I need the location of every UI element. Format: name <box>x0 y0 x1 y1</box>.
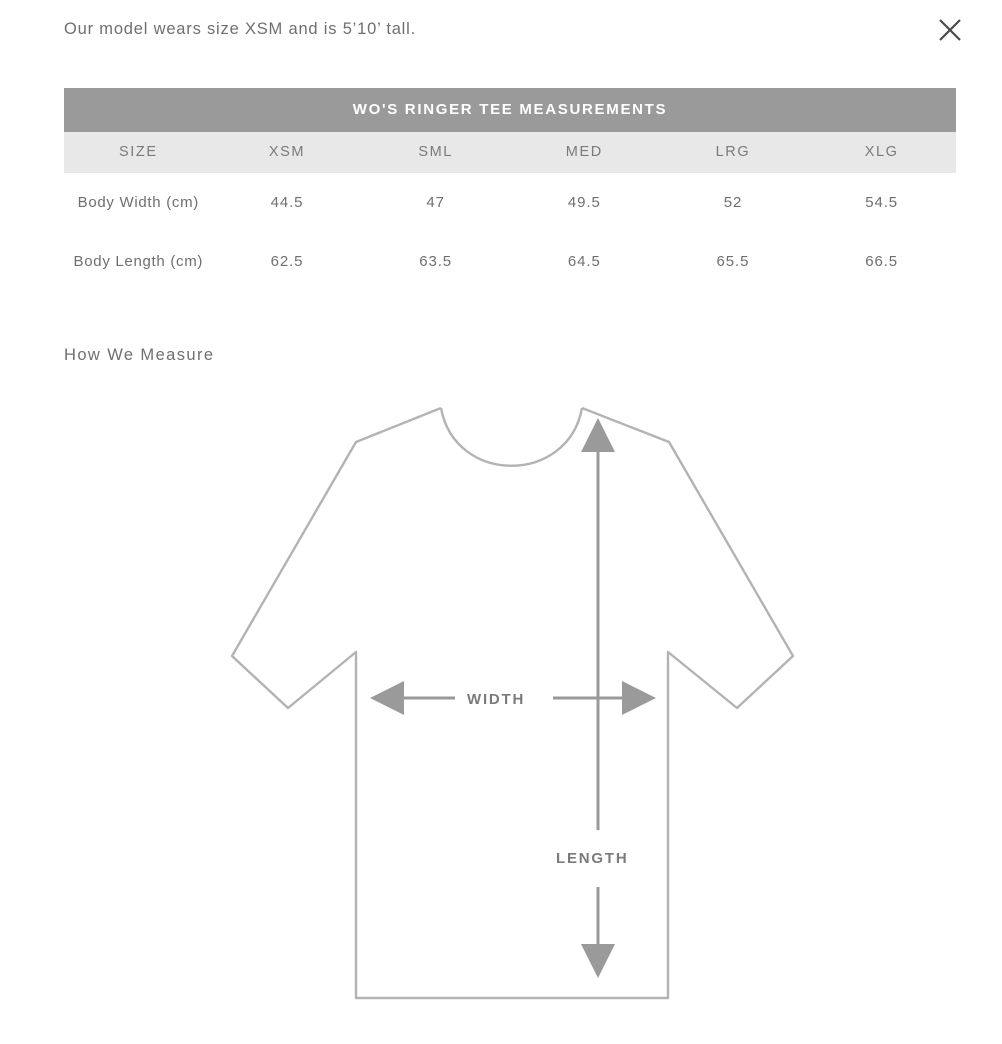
column-header-size: SIZE <box>64 132 213 173</box>
cell-body-length-sml: 63.5 <box>361 232 510 291</box>
column-header-sml: SML <box>361 132 510 173</box>
cell-body-length-lrg: 65.5 <box>659 232 808 291</box>
size-chart-table <box>64 88 956 291</box>
how-we-measure-heading: How We Measure <box>64 346 215 364</box>
cell-body-length-xlg: 66.5 <box>807 232 956 291</box>
cell-body-width-lrg: 52 <box>659 173 808 232</box>
length-label: LENGTH <box>556 850 629 867</box>
cell-body-length-xsm: 62.5 <box>213 232 362 291</box>
cell-body-width-xlg: 54.5 <box>807 173 956 232</box>
model-note: Our model wears size XSM and is 5’10’ tall. <box>64 20 417 38</box>
table-row <box>64 232 956 291</box>
cell-body-length-med: 64.5 <box>510 232 659 291</box>
row-label-body-width: Body Width (cm) <box>64 173 213 232</box>
width-label: WIDTH <box>467 691 526 708</box>
row-label-body-length: Body Length (cm) <box>64 232 213 291</box>
column-header-med: MED <box>510 132 659 173</box>
cell-body-width-med: 49.5 <box>510 173 659 232</box>
column-header-xlg: XLG <box>807 132 956 173</box>
column-header-xsm: XSM <box>213 132 362 173</box>
close-icon[interactable] <box>930 10 970 50</box>
column-header-lrg: LRG <box>659 132 808 173</box>
close-icon-glyph <box>937 17 963 43</box>
tshirt-measurement-diagram <box>0 390 1002 1020</box>
table-title: WO'S RINGER TEE MEASUREMENTS <box>64 88 956 132</box>
width-arrow <box>370 681 656 715</box>
collar-curve <box>441 408 582 466</box>
cell-body-width-xsm: 44.5 <box>213 173 362 232</box>
table-header-row <box>64 132 956 173</box>
table-row <box>64 173 956 232</box>
cell-body-width-sml: 47 <box>361 173 510 232</box>
table-title-row <box>64 88 956 132</box>
